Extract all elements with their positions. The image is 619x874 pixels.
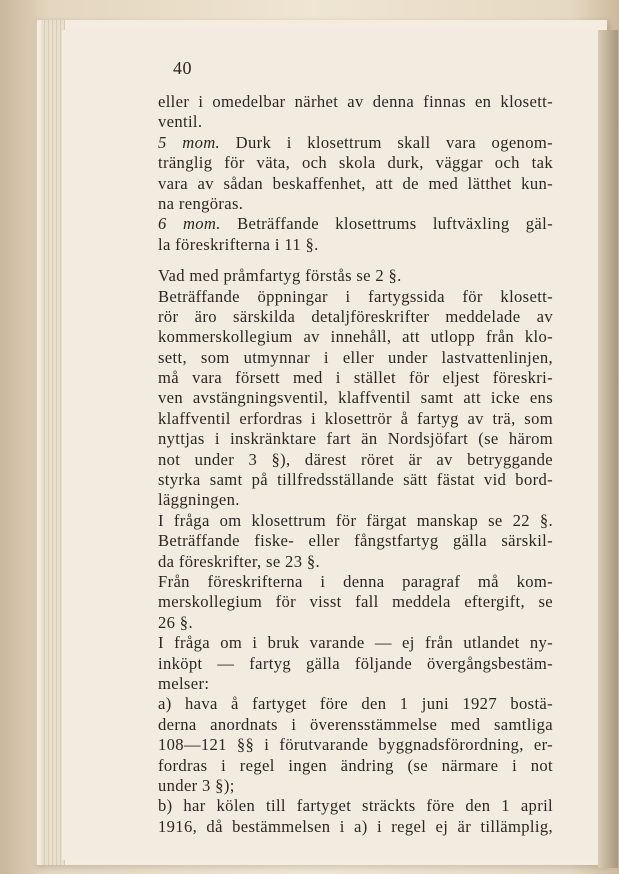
line-text: kommerskollegium av innehåll, att utlopp från klo- [158,327,553,347]
line-text: melser: [158,673,210,693]
line-text: 1916, då bestämmelsen i a) i regel ej är tillämplig, [158,816,553,836]
moment-label: 5 mom. [158,132,221,152]
text-line [158,388,553,408]
line-text: under 3 §); [158,775,235,795]
text-line [158,368,553,388]
text-line [158,348,553,368]
text-line [158,133,553,153]
line-text: Från föreskrifterna i denna paragraf må kom- [158,571,553,591]
page-number: 40 [173,58,192,78]
text-line [158,674,553,694]
line-text: tränglig för väta, och skola durk, väggar och tak [158,153,553,173]
line-text: Beträffande fiske- eller fångstfartyg gälla särskil- [158,531,553,551]
line-text: klaffventil erfordras i klosettrör å fartyg av trä, som [158,408,553,428]
text-line [158,409,553,429]
text-line [158,776,553,796]
line-text: sett, som utmynnar i eller under lastvattenlinjen, [158,347,553,367]
line-text: a) hava å fartyget före den 1 juni 1927 bostä- [158,694,553,714]
text-line [158,715,553,735]
line-text: fordras i regel ingen ändring (se närmare i not [158,755,553,775]
text-line [158,470,553,490]
text-line [158,572,553,592]
line-text: må vara försett med i stället för eljest föreskri- [158,368,553,388]
line-text: ventil. [158,112,203,132]
line-text: I fråga om i bruk varande — ej från utlandet ny- [158,633,553,653]
text-line [158,174,553,194]
text-line [158,194,553,214]
line-text: inköpt — fartyg gälla följande övergångsbestäm- [158,653,553,673]
text-line [158,756,553,776]
line-text: Vad med pråmfartyg förstås se 2 §. [158,266,402,286]
line-text: Beträffande öppningar i fartygssida för klosett- [158,286,553,306]
text-line [158,531,553,551]
text-line [158,429,553,449]
text-line [158,307,553,327]
line-text: läggningen. [158,490,240,510]
text-line [158,796,553,816]
text-line [158,287,553,307]
text-line [158,694,553,714]
text-line [158,817,553,837]
line-text: Beträffande klosettrums luftväxling gäl- [220,214,553,234]
text-line [158,153,553,173]
page-right-edge [598,30,618,868]
text-line [158,214,553,234]
text-line [158,613,553,633]
line-text: Durk i klosettrum skall vara ogenom- [220,132,553,152]
line-text: na rengöras. [158,193,244,213]
line-text: rör äro särskilda detaljföreskrifter meddelade av [158,306,553,326]
text-line [158,735,553,755]
text-line [158,235,553,255]
text-line [158,654,553,674]
text-line [158,92,553,112]
text-line [158,112,553,132]
line-text: b) har kölen till fartyget sträckts före den 1 april [158,796,553,816]
paragraph-gap [158,255,553,266]
text-line [158,511,553,531]
line-text: nyttjas i inskränktare fart än Nordsjöfart (se härom [158,429,553,449]
line-text: 26 §. [158,612,193,632]
text-line [158,266,553,286]
line-text: eller i omedelbar närhet av denna finnas en klosett- [158,92,553,111]
line-text: styrka samt på tillfredsställande sätt fästat vid bord- [158,470,553,490]
line-text: vara av sådan beskaffenhet, att de med lätthet kun- [158,173,553,193]
text-line [158,592,553,612]
line-text: ven avstängningsventil, klaffventil samt att icke ens [158,388,553,408]
body-text [158,92,553,837]
line-text: la föreskrifterna i 11 §. [158,234,319,254]
text-line [158,490,553,510]
line-text: I fråga om klosettrum för färgat manskap se 22 §. [158,510,553,530]
text-line [158,327,553,347]
text-line [158,633,553,653]
line-text: derna anordnats i överensstämmelse med samtliga [158,714,553,734]
text-line [158,552,553,572]
text-line [158,450,553,470]
line-text: da föreskrifter, se 23 §. [158,551,320,571]
line-text: merskollegium för visst fall meddela eftergift, se [158,592,553,612]
moment-label: 6 mom. [158,214,221,234]
line-text: not under 3 §), därest röret är av betryggande [158,449,553,469]
line-text: 108—121 §§ i förutvarande byggnadsförordning, er- [158,735,553,755]
